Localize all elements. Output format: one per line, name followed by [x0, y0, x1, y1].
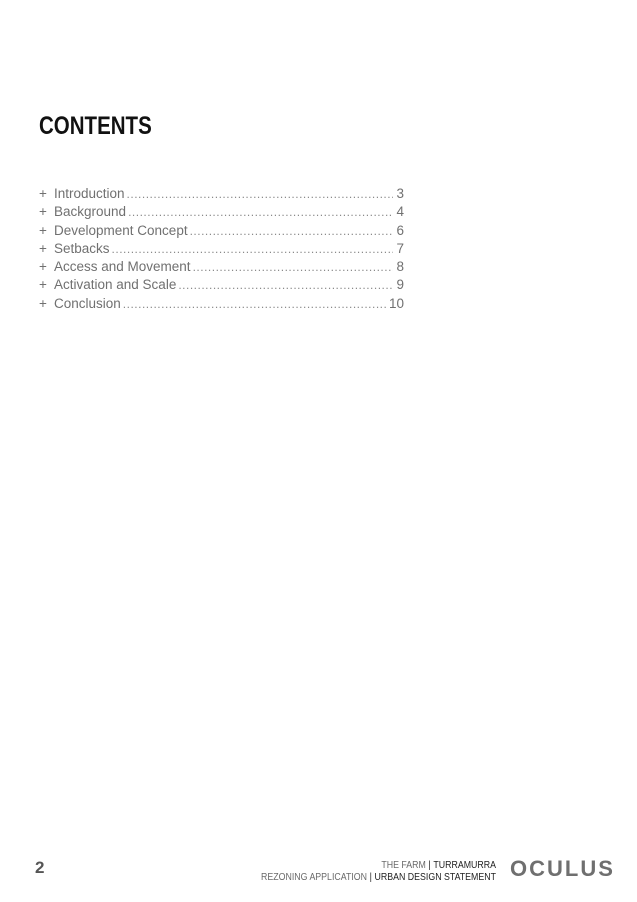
page-title: CONTENTS: [39, 112, 152, 140]
toc-item-activation-and-scale[interactable]: [39, 277, 404, 295]
toc-bullet: +: [39, 186, 47, 201]
toc-label: Introduction: [54, 186, 125, 201]
toc-leader-dots: [193, 260, 394, 274]
toc-leader-dots: [190, 224, 394, 238]
footer-separator: |: [369, 872, 372, 883]
toc-leader-dots: [178, 278, 393, 292]
toc-leader-dots: [128, 205, 393, 219]
toc-page-number: 10: [388, 295, 404, 311]
footer-project-name: THE FARM: [381, 860, 426, 871]
toc-item-access-and-movement[interactable]: [39, 259, 404, 277]
footer-application-type: REZONING APPLICATION: [261, 872, 367, 883]
toc-item-setbacks[interactable]: [39, 241, 404, 259]
toc-page-number: 7: [396, 240, 404, 256]
footer-line-project: [261, 860, 496, 872]
toc-page-number: 6: [396, 222, 404, 238]
toc-item-introduction[interactable]: [39, 186, 404, 204]
toc-item-conclusion[interactable]: [39, 296, 404, 314]
toc-page-number: 4: [396, 204, 404, 220]
toc-label: Access and Movement: [54, 259, 191, 275]
footer-document-type: URBAN DESIGN STATEMENT: [374, 872, 496, 883]
footer-line-document: [261, 872, 496, 884]
toc-page-number: 8: [396, 259, 404, 275]
toc-label: Background: [54, 204, 127, 220]
toc-leader-dots: [127, 187, 394, 201]
toc-bullet: +: [39, 277, 47, 293]
toc-page-number: 3: [396, 186, 404, 201]
toc-label: Development Concept: [54, 222, 188, 238]
toc-bullet: +: [39, 295, 47, 311]
table-of-contents: [39, 186, 404, 314]
toc-bullet: +: [39, 259, 47, 275]
toc-page-number: 9: [396, 277, 404, 293]
toc-leader-dots: [123, 297, 386, 311]
oculus-logo: OCULUS: [510, 856, 615, 881]
toc-bullet: +: [39, 204, 47, 220]
toc-item-background[interactable]: [39, 204, 404, 222]
footer-document-info: [261, 860, 496, 884]
footer-page-number: 2: [35, 858, 45, 877]
toc-item-development-concept[interactable]: [39, 223, 404, 241]
toc-bullet: +: [39, 222, 47, 238]
footer-separator: |: [428, 860, 431, 871]
toc-label: Conclusion: [54, 295, 121, 311]
footer-location: TURRAMURRA: [433, 860, 496, 871]
toc-bullet: +: [39, 240, 47, 256]
toc-leader-dots: [112, 242, 394, 256]
toc-label: Activation and Scale: [54, 277, 177, 293]
toc-label: Setbacks: [54, 240, 110, 256]
